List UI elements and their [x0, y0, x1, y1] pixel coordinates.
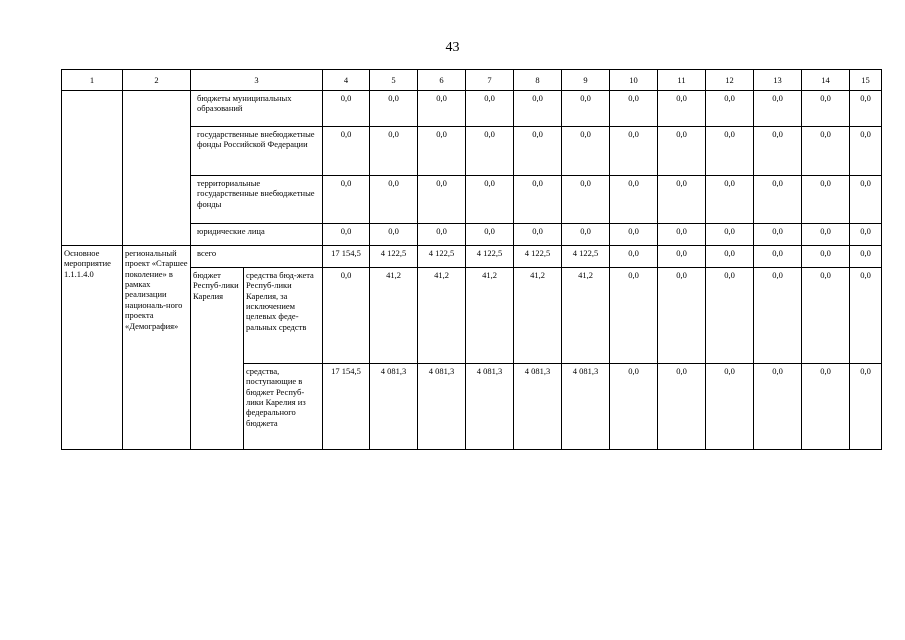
value-cell: 0,0	[658, 364, 706, 450]
value-cell: 0,0	[850, 127, 882, 176]
value-cell: 0,0	[370, 91, 418, 127]
value-cell: 0,0	[658, 127, 706, 176]
funding-source-label: средства бюд-жета Респуб-лики Карелия, за исключением целевых феде-ральных средств	[244, 268, 323, 364]
value-cell: 0,0	[323, 224, 370, 246]
header-cell: 8	[514, 70, 562, 91]
value-cell: 0,0	[323, 91, 370, 127]
value-cell: 0,0	[610, 268, 658, 364]
value-cell: 0,0	[658, 246, 706, 268]
header-cell: 1	[62, 70, 123, 91]
regional-project-cell: региональный проект «Старшее поколение» в рамках реализации националь-ного проекта «Демография»	[123, 246, 191, 450]
value-cell: 0,0	[754, 127, 802, 176]
value-cell: 4 122,5	[466, 246, 514, 268]
value-cell: 0,0	[562, 127, 610, 176]
budget-label-cell: бюджет Респуб-лики Карелия	[191, 268, 244, 450]
value-cell: 0,0	[706, 127, 754, 176]
value-cell: 0,0	[850, 176, 882, 224]
header-cell: 14	[802, 70, 850, 91]
value-cell: 0,0	[658, 268, 706, 364]
value-cell: 0,0	[370, 127, 418, 176]
value-cell: 0,0	[706, 176, 754, 224]
activity-code-cell: Основное мероприятие 1.1.1.4.0	[62, 246, 123, 450]
value-cell: 0,0	[610, 91, 658, 127]
value-cell: 4 081,3	[514, 364, 562, 450]
col2-continuation-cell	[123, 91, 191, 246]
value-cell: 0,0	[802, 91, 850, 127]
table-row	[62, 91, 882, 127]
value-cell: 0,0	[466, 127, 514, 176]
value-cell: 0,0	[562, 176, 610, 224]
funding-source-label: средства, поступающие в бюджет Респуб-лики Карелия из федерального бюджета	[244, 364, 323, 450]
table-row	[62, 246, 882, 268]
value-cell: 0,0	[754, 176, 802, 224]
value-cell: 0,0	[370, 176, 418, 224]
value-cell: 4 122,5	[562, 246, 610, 268]
value-cell: 0,0	[754, 246, 802, 268]
value-cell: 0,0	[850, 364, 882, 450]
header-cell: 7	[466, 70, 514, 91]
value-cell: 0,0	[370, 224, 418, 246]
header-cell: 15	[850, 70, 882, 91]
value-cell: 0,0	[658, 176, 706, 224]
value-cell: 0,0	[418, 91, 466, 127]
value-cell: 0,0	[418, 224, 466, 246]
value-cell: 0,0	[658, 224, 706, 246]
value-cell: 4 081,3	[370, 364, 418, 450]
header-cell: 5	[370, 70, 418, 91]
value-cell: 41,2	[418, 268, 466, 364]
value-cell: 0,0	[466, 224, 514, 246]
value-cell: 17 154,5	[323, 246, 370, 268]
value-cell: 41,2	[466, 268, 514, 364]
value-cell: 4 081,3	[562, 364, 610, 450]
value-cell: 0,0	[754, 364, 802, 450]
value-cell: 0,0	[418, 127, 466, 176]
value-cell: 0,0	[514, 127, 562, 176]
funding-source-label: юридические лица	[191, 224, 323, 246]
value-cell: 0,0	[802, 364, 850, 450]
value-cell: 0,0	[754, 268, 802, 364]
header-cell: 9	[562, 70, 610, 91]
value-cell: 41,2	[370, 268, 418, 364]
value-cell: 0,0	[466, 91, 514, 127]
value-cell: 41,2	[514, 268, 562, 364]
header-cell: 11	[658, 70, 706, 91]
value-cell: 0,0	[706, 364, 754, 450]
value-cell: 4 122,5	[418, 246, 466, 268]
value-cell: 0,0	[514, 176, 562, 224]
value-cell: 0,0	[754, 91, 802, 127]
value-cell: 0,0	[610, 224, 658, 246]
value-cell: 0,0	[850, 224, 882, 246]
value-cell: 0,0	[466, 176, 514, 224]
funding-source-label: бюджеты муниципальных образований	[191, 91, 323, 127]
value-cell: 0,0	[706, 224, 754, 246]
value-cell: 4 081,3	[418, 364, 466, 450]
value-cell: 0,0	[514, 224, 562, 246]
header-cell: 13	[754, 70, 802, 91]
value-cell: 0,0	[418, 176, 466, 224]
value-cell: 0,0	[706, 268, 754, 364]
value-cell: 0,0	[802, 246, 850, 268]
value-cell: 0,0	[323, 268, 370, 364]
funding-source-label: государственные внебюджетные фонды Российской Федерации	[191, 127, 323, 176]
value-cell: 0,0	[514, 91, 562, 127]
value-cell: 0,0	[323, 127, 370, 176]
value-cell: 0,0	[562, 91, 610, 127]
value-cell: 41,2	[562, 268, 610, 364]
total-label: всего	[191, 246, 323, 268]
value-cell: 0,0	[706, 246, 754, 268]
funding-source-label: территориальные государственные внебюджетные фонды	[191, 176, 323, 224]
header-cell: 12	[706, 70, 754, 91]
value-cell: 0,0	[850, 91, 882, 127]
header-cell: 3	[191, 70, 323, 91]
value-cell: 0,0	[802, 127, 850, 176]
page-number: 43	[445, 40, 460, 55]
header-row	[62, 70, 882, 91]
value-cell: 0,0	[610, 364, 658, 450]
value-cell: 0,0	[802, 268, 850, 364]
value-cell: 0,0	[610, 176, 658, 224]
value-cell: 0,0	[802, 224, 850, 246]
col1-continuation-cell	[62, 91, 123, 246]
header-cell: 6	[418, 70, 466, 91]
value-cell: 17 154,5	[323, 364, 370, 450]
value-cell: 0,0	[706, 91, 754, 127]
value-cell: 0,0	[610, 127, 658, 176]
value-cell: 0,0	[850, 246, 882, 268]
header-cell: 10	[610, 70, 658, 91]
header-cell: 2	[123, 70, 191, 91]
value-cell: 0,0	[754, 224, 802, 246]
value-cell: 0,0	[562, 224, 610, 246]
header-cell: 4	[323, 70, 370, 91]
budget-table	[61, 69, 882, 450]
value-cell: 0,0	[802, 176, 850, 224]
value-cell: 4 122,5	[514, 246, 562, 268]
value-cell: 0,0	[658, 91, 706, 127]
value-cell: 0,0	[850, 268, 882, 364]
value-cell: 4 122,5	[370, 246, 418, 268]
value-cell: 4 081,3	[466, 364, 514, 450]
value-cell: 0,0	[610, 246, 658, 268]
value-cell: 0,0	[323, 176, 370, 224]
